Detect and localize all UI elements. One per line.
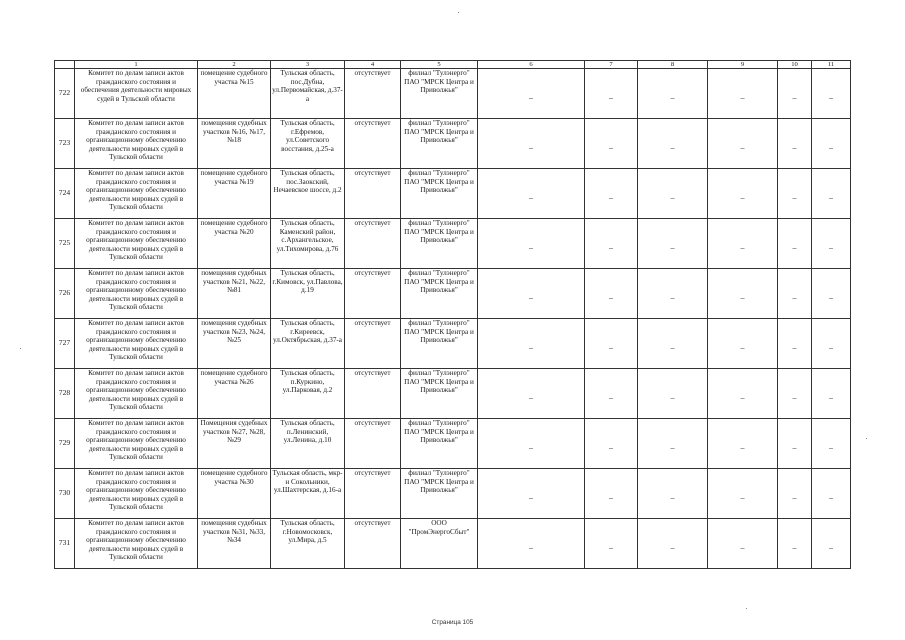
dash-mark: – (670, 393, 675, 403)
empty-value-cell (638, 419, 708, 469)
column-number-row (55, 61, 851, 69)
dash-mark: – (670, 343, 675, 353)
empty-value-cell (585, 119, 638, 169)
dash-mark: – (829, 93, 833, 103)
scan-speck (458, 12, 459, 13)
table-row (55, 269, 851, 319)
empty-value-cell (638, 219, 708, 269)
column-number-header: 7 (585, 61, 638, 69)
status-cell: отсутствует (345, 119, 401, 169)
empty-value-cell (638, 169, 708, 219)
address-cell: Тульская область, г.Киреевск, ул.Октябрьская, д.37-а (271, 319, 345, 369)
status-cell: отсутствует (345, 469, 401, 519)
address-cell: Тульская область, Каменский район, с.Архангельское, ул.Тихомирова, д.76 (271, 219, 345, 269)
dash-mark: – (529, 493, 533, 503)
dash-mark: – (529, 243, 533, 253)
dash-mark: – (740, 243, 745, 253)
table-row (55, 69, 851, 119)
dash-mark: – (670, 293, 675, 303)
dash-mark: – (792, 93, 797, 103)
dash-mark: – (792, 193, 797, 203)
empty-value-cell (812, 369, 851, 419)
empty-value-cell (478, 369, 585, 419)
column-number-header (55, 61, 75, 69)
supplier-cell: филиал "Тулэнерго" ПАО "МРСК Центра и Приволжья" (401, 69, 478, 119)
empty-value-cell (812, 119, 851, 169)
dash-mark: – (829, 543, 833, 553)
supplier-cell: филиал "Тулэнерго" ПАО "МРСК Центра и Приволжья" (401, 319, 478, 369)
table-row (55, 219, 851, 269)
empty-value-cell (585, 219, 638, 269)
empty-value-cell (708, 269, 778, 319)
status-cell: отсутствует (345, 519, 401, 569)
owner-cell: Комитет по делам записи актов гражданского состояния и организационному обеспечению деятельности мировых судей в Тульской области (75, 419, 198, 469)
empty-value-cell (478, 519, 585, 569)
empty-value-cell (812, 319, 851, 369)
scan-speck (746, 608, 747, 609)
table-row (55, 519, 851, 569)
empty-value-cell (478, 219, 585, 269)
owner-cell: Комитет по делам записи актов гражданского состояния и организационному обеспечению деятельности мировых судей в Тульской области (75, 169, 198, 219)
column-number-header: 11 (812, 61, 851, 69)
row-number-cell: 731 (55, 519, 75, 569)
supplier-cell: филиал "Тулэнерго" ПАО "МРСК Центра и Приволжья" (401, 269, 478, 319)
dash-mark: – (670, 193, 675, 203)
dash-mark: – (740, 393, 745, 403)
empty-value-cell (778, 219, 812, 269)
dash-mark: – (609, 243, 613, 253)
registry-table (54, 60, 851, 569)
empty-value-cell (638, 119, 708, 169)
empty-value-cell (778, 69, 812, 119)
empty-value-cell (638, 519, 708, 569)
dash-mark: – (740, 93, 745, 103)
dash-mark: – (740, 543, 745, 553)
dash-mark: – (670, 543, 675, 553)
column-number-header: 6 (478, 61, 585, 69)
empty-value-cell (638, 469, 708, 519)
empty-value-cell (778, 319, 812, 369)
empty-value-cell (638, 369, 708, 419)
empty-value-cell (812, 519, 851, 569)
row-number-cell: 729 (55, 419, 75, 469)
dash-mark: – (609, 293, 613, 303)
column-number-header: 3 (271, 61, 345, 69)
supplier-cell: филиал "Тулэнерго" ПАО "МРСК Центра и Приволжья" (401, 119, 478, 169)
premises-cell: помещения судебных участков №16, №17, №18 (198, 119, 271, 169)
scan-speck (20, 348, 21, 349)
dash-mark: – (740, 293, 745, 303)
owner-cell: Комитет по делам записи актов гражданского состояния и организационному обеспечению деятельности мировых судей в Тульской области (75, 369, 198, 419)
address-cell: Тульская область, п.Ленинский, ул.Ленина, д.10 (271, 419, 345, 469)
row-number-cell: 724 (55, 169, 75, 219)
empty-value-cell (812, 419, 851, 469)
owner-cell: Комитет по делам записи актов гражданского состояния и организационному обеспечению деятельности мировых судей в Тульской области (75, 219, 198, 269)
dash-mark: – (792, 243, 797, 253)
row-number-cell: 722 (55, 69, 75, 119)
dash-mark: – (609, 343, 613, 353)
empty-value-cell (478, 69, 585, 119)
address-cell: Тульская область, мкр-н Сокольники, ул.Шахтерская, д.16-а (271, 469, 345, 519)
empty-value-cell (778, 419, 812, 469)
empty-value-cell (778, 519, 812, 569)
owner-cell: Комитет по делам записи актов гражданского состояния и организационному обеспечению деятельности мировых судей в Тульской области (75, 319, 198, 369)
column-number-header: 1 (75, 61, 198, 69)
supplier-cell: филиал "Тулэнерго" ПАО "МРСК Центра и Приволжья" (401, 169, 478, 219)
address-cell: Тульская область, пос.Дубна, ул.Первомайская, д.37-а (271, 69, 345, 119)
dash-mark: – (609, 443, 613, 453)
empty-value-cell (478, 419, 585, 469)
status-cell: отсутствует (345, 69, 401, 119)
empty-value-cell (585, 169, 638, 219)
supplier-cell: филиал "Тулэнерго" ПАО "МРСК Центра и Приволжья" (401, 469, 478, 519)
status-cell: отсутствует (345, 269, 401, 319)
owner-cell: Комитет по делам записи актов гражданского состояния и обеспечения деятельности мировых судей в Тульской области (75, 69, 198, 119)
dash-mark: – (792, 543, 797, 553)
column-number-header: 5 (401, 61, 478, 69)
table-row (55, 419, 851, 469)
empty-value-cell (638, 69, 708, 119)
dash-mark: – (670, 143, 675, 153)
premises-cell: помещение судебного участка №30 (198, 469, 271, 519)
empty-value-cell (708, 469, 778, 519)
row-number-cell: 730 (55, 469, 75, 519)
dash-mark: – (792, 493, 797, 503)
dash-mark: – (740, 143, 745, 153)
row-number-cell: 726 (55, 269, 75, 319)
dash-mark: – (829, 293, 833, 303)
column-number-header: 9 (708, 61, 778, 69)
empty-value-cell (708, 419, 778, 469)
empty-value-cell (585, 419, 638, 469)
empty-value-cell (812, 69, 851, 119)
dash-mark: – (829, 243, 833, 253)
empty-value-cell (708, 519, 778, 569)
dash-mark: – (529, 193, 533, 203)
empty-value-cell (778, 169, 812, 219)
table-row (55, 469, 851, 519)
dash-mark: – (740, 443, 745, 453)
status-cell: отсутствует (345, 169, 401, 219)
dash-mark: – (670, 443, 675, 453)
owner-cell: Комитет по делам записи актов гражданского состояния и организационному обеспечению деятельности мировых судей в Тульской области (75, 469, 198, 519)
dash-mark: – (829, 393, 833, 403)
owner-cell: Комитет по делам записи актов гражданского состояния и организационному обеспечению деятельности мировых судей в Тульской области (75, 519, 198, 569)
empty-value-cell (478, 319, 585, 369)
empty-value-cell (478, 469, 585, 519)
dash-mark: – (670, 243, 675, 253)
address-cell: Тульская область, г.Ефремов, ул.Советского восстания, д.25-а (271, 119, 345, 169)
empty-value-cell (585, 369, 638, 419)
dash-mark: – (609, 493, 613, 503)
status-cell: отсутствует (345, 369, 401, 419)
dash-mark: – (529, 393, 533, 403)
premises-cell: помещение судебного участка №26 (198, 369, 271, 419)
dash-mark: – (829, 193, 833, 203)
dash-mark: – (529, 143, 533, 153)
address-cell: Тульская область, п.Куркино, ул.Парковая, д.2 (271, 369, 345, 419)
row-number-cell: 723 (55, 119, 75, 169)
empty-value-cell (812, 169, 851, 219)
address-cell: Тульская область, г.Новомосковск, ул.Мира, д.5 (271, 519, 345, 569)
scan-speck (866, 438, 867, 439)
dash-mark: – (829, 443, 833, 453)
dash-mark: – (609, 193, 613, 203)
empty-value-cell (708, 119, 778, 169)
dash-mark: – (792, 393, 797, 403)
column-number-header: 4 (345, 61, 401, 69)
page-number: Страница 105 (431, 619, 474, 626)
empty-value-cell (708, 369, 778, 419)
premises-cell: Помещения судебных участков №27, №28, №29 (198, 419, 271, 469)
empty-value-cell (478, 169, 585, 219)
empty-value-cell (638, 319, 708, 369)
column-number-header: 8 (638, 61, 708, 69)
dash-mark: – (529, 443, 533, 453)
column-number-header: 10 (778, 61, 812, 69)
empty-value-cell (478, 269, 585, 319)
row-number-cell: 727 (55, 319, 75, 369)
empty-value-cell (708, 319, 778, 369)
table-row (55, 369, 851, 419)
supplier-cell: ООО "ПромЭнергоСбыт" (401, 519, 478, 569)
empty-value-cell (812, 219, 851, 269)
empty-value-cell (708, 219, 778, 269)
supplier-cell: филиал "Тулэнерго" ПАО "МРСК Центра и Приволжья" (401, 419, 478, 469)
dash-mark: – (829, 343, 833, 353)
empty-value-cell (778, 369, 812, 419)
status-cell: отсутствует (345, 219, 401, 269)
address-cell: Тульская область, пос.Заокский, Нечаевское шоссе, д.2 (271, 169, 345, 219)
premises-cell: помещения судебных участков №31, №33, №34 (198, 519, 271, 569)
premises-cell: помещение судебного участка №15 (198, 69, 271, 119)
dash-mark: – (670, 493, 675, 503)
dash-mark: – (609, 93, 613, 103)
supplier-cell: филиал "Тулэнерго" ПАО "МРСК Центра и Приволжья" (401, 369, 478, 419)
owner-cell: Комитет по делам записи актов гражданского состояния и организационному обеспечению деятельности мировых судей в Тульской области (75, 119, 198, 169)
dash-mark: – (529, 543, 533, 553)
premises-cell: помещения судебных участков №23, №24, №25 (198, 319, 271, 369)
dash-mark: – (609, 143, 613, 153)
premises-cell: помещения судебных участков №21, №22, №81 (198, 269, 271, 319)
dash-mark: – (829, 493, 833, 503)
dash-mark: – (609, 393, 613, 403)
table-row (55, 169, 851, 219)
column-number-header: 2 (198, 61, 271, 69)
dash-mark: – (740, 193, 745, 203)
empty-value-cell (708, 69, 778, 119)
status-cell: отсутствует (345, 419, 401, 469)
empty-value-cell (478, 119, 585, 169)
address-cell: Тульская область, г.Кимовск, ул.Павлова, д.19 (271, 269, 345, 319)
dash-mark: – (670, 93, 675, 103)
document-sheet (54, 60, 850, 569)
dash-mark: – (792, 443, 797, 453)
table-row (55, 319, 851, 369)
empty-value-cell (708, 169, 778, 219)
dash-mark: – (792, 143, 797, 153)
dash-mark: – (740, 343, 745, 353)
dash-mark: – (740, 493, 745, 503)
premises-cell: помещение судебного участка №20 (198, 219, 271, 269)
empty-value-cell (812, 269, 851, 319)
dash-mark: – (529, 93, 533, 103)
empty-value-cell (585, 319, 638, 369)
status-cell: отсутствует (345, 319, 401, 369)
table-body (55, 69, 851, 569)
row-number-cell: 728 (55, 369, 75, 419)
table-row (55, 119, 851, 169)
dash-mark: – (529, 343, 533, 353)
empty-value-cell (778, 119, 812, 169)
premises-cell: помещение судебного участка №19 (198, 169, 271, 219)
owner-cell: Комитет по делам записи актов гражданского состояния и организационному обеспечению деятельности мировых судей в Тульской области (75, 269, 198, 319)
dash-mark: – (609, 543, 613, 553)
dash-mark: – (529, 293, 533, 303)
supplier-cell: филиал "Тулэнерго" ПАО "МРСК Центра и Приволжья" (401, 219, 478, 269)
empty-value-cell (638, 269, 708, 319)
empty-value-cell (812, 469, 851, 519)
empty-value-cell (585, 469, 638, 519)
dash-mark: – (792, 343, 797, 353)
empty-value-cell (585, 519, 638, 569)
dash-mark: – (792, 293, 797, 303)
dash-mark: – (829, 143, 833, 153)
row-number-cell: 725 (55, 219, 75, 269)
empty-value-cell (778, 269, 812, 319)
empty-value-cell (778, 469, 812, 519)
empty-value-cell (585, 69, 638, 119)
empty-value-cell (585, 269, 638, 319)
